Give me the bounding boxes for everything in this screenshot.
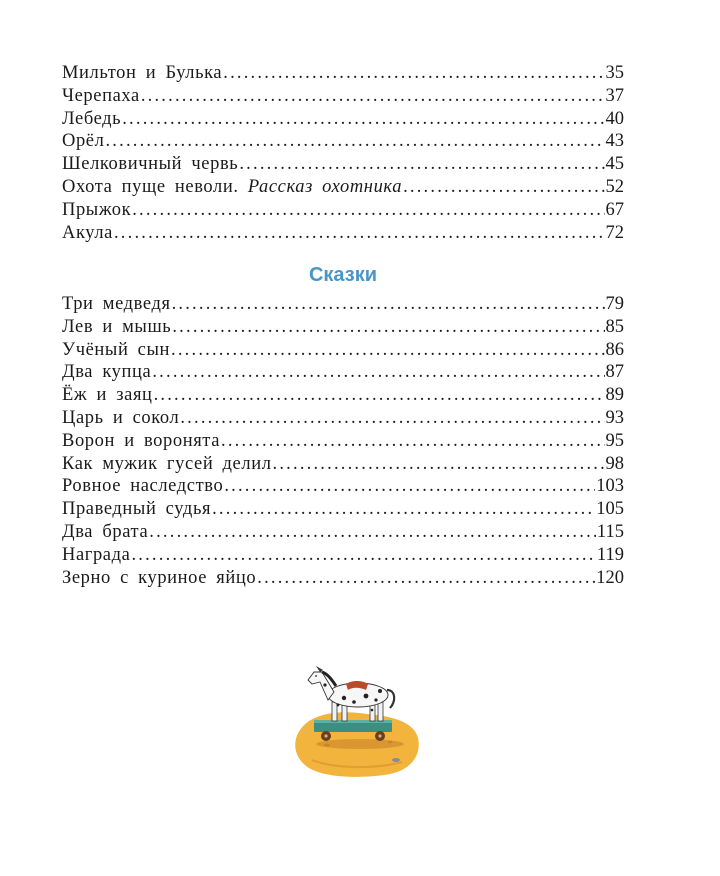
toc-entry-title: Лев и мышь [62, 316, 172, 337]
toc-leader-dots [172, 293, 605, 316]
toc-leader-dots [223, 62, 604, 85]
toc-entry-page: 89 [605, 385, 624, 406]
toc-entry-page: 40 [605, 108, 624, 129]
toc-entry-title: Орёл [62, 131, 105, 152]
toc-leader-dots [149, 521, 596, 544]
toc-entry-page: 120 [596, 567, 624, 588]
toc-entry[interactable] [62, 316, 624, 339]
toc-leader-dots [172, 316, 604, 339]
toc-leader-dots [154, 384, 605, 407]
toc-entry-page: 93 [605, 407, 624, 428]
toc-leader-dots [152, 361, 604, 384]
toc-list-stories [62, 62, 624, 244]
toc-leader-dots [212, 498, 595, 521]
toc-entry[interactable] [62, 430, 624, 453]
toc-entry[interactable] [62, 130, 624, 153]
toc-entry-title: Лебедь [62, 108, 122, 129]
toc-entry-title: Ровное наследство [62, 476, 224, 497]
toc-entry-title: Черепаха [62, 85, 140, 106]
toc-entry[interactable] [62, 85, 624, 108]
toc-entry-title: Охота пуще неволи. [62, 176, 239, 197]
toc-entry-title: Ёж и заяц [62, 385, 153, 406]
toc-leader-dots [403, 176, 604, 199]
toc-entry[interactable] [62, 453, 624, 476]
toc-entry-title: Награда [62, 544, 131, 565]
toc-entry-page: 98 [605, 453, 624, 474]
toc-entry-title: Два брата [62, 521, 149, 542]
toc-leader-dots [221, 430, 604, 453]
toc-entry-page: 43 [605, 131, 624, 152]
toc-entry-title: Шелковичный червь [62, 154, 239, 175]
toc-entry-page: 105 [596, 499, 624, 520]
toc-leader-dots [180, 407, 604, 430]
toc-entry[interactable] [62, 153, 624, 176]
toc-entry[interactable] [62, 199, 624, 222]
toc-entry[interactable] [62, 62, 624, 85]
toc-entry[interactable] [62, 475, 624, 498]
toc-entry-title: Акула [62, 222, 113, 243]
toc-entry[interactable] [62, 407, 624, 430]
toc-leader-dots [224, 475, 595, 498]
toc-entry[interactable] [62, 567, 624, 590]
toc-entry[interactable] [62, 498, 624, 521]
toc-entry-title: Учёный сын [62, 339, 171, 360]
section-heading: Сказки [308, 264, 378, 286]
toc-entry-page: 79 [605, 294, 624, 314]
toc-leader-dots [131, 544, 595, 567]
toc-leader-dots [257, 567, 595, 590]
toc-entry[interactable] [62, 222, 624, 245]
toc-leader-dots [239, 153, 604, 176]
toc-entry-page: 52 [605, 176, 624, 197]
toc-entry[interactable] [62, 293, 624, 316]
toc-entry-page: 119 [596, 544, 624, 565]
toc-entry[interactable] [62, 361, 624, 384]
toc-entry-page: 85 [605, 316, 624, 337]
toc-entry[interactable] [62, 176, 624, 199]
toc-list-tales [62, 293, 624, 589]
toc-leader-dots [114, 222, 605, 245]
toc-entry[interactable] [62, 384, 624, 407]
toc-entry-title: Три медведя [62, 294, 171, 314]
toc-entry[interactable] [62, 108, 624, 131]
toc-entry-title: Мильтон и Булька [62, 63, 223, 83]
toc-entry-page: 35 [605, 63, 624, 83]
toc-leader-dots [122, 108, 604, 131]
toc-entry-page: 86 [605, 339, 624, 360]
toc-entry-subtitle: Рассказ охотника [247, 176, 403, 197]
toc-entry-title: Два купца [62, 362, 152, 383]
toc-leader-dots [105, 130, 604, 153]
toc-entry-page: 95 [605, 430, 624, 451]
toc-leader-dots [141, 85, 605, 108]
toc-entry-page: 87 [605, 362, 624, 383]
toc-entry-title: Царь и сокол [62, 407, 180, 428]
toc-entry-page: 72 [605, 222, 624, 243]
toc-entry-title: Как мужик гусей делил [62, 453, 272, 474]
toc-entry-page: 103 [596, 476, 624, 497]
toc-entry-page: 67 [605, 199, 624, 220]
toc-entry-title: Прыжок [62, 199, 132, 220]
toc-leader-dots [273, 453, 605, 476]
toc-entry[interactable] [62, 544, 624, 567]
toc-entry[interactable] [62, 521, 624, 544]
toc-entry-page: 45 [605, 154, 624, 175]
toc-entry[interactable] [62, 339, 624, 362]
toc-entry-title: Ворон и воронята [62, 430, 221, 451]
toc-leader-dots [171, 339, 604, 362]
toc-entry-title: Зерно с куриное яйцо [62, 567, 257, 588]
toc-entry-page: 37 [605, 85, 624, 106]
toc-leader-dots [132, 199, 604, 222]
toc-entry-title: Праведный судья [62, 499, 212, 520]
toy-horse-illustration [292, 660, 422, 780]
toc-entry-page: 115 [596, 521, 624, 542]
